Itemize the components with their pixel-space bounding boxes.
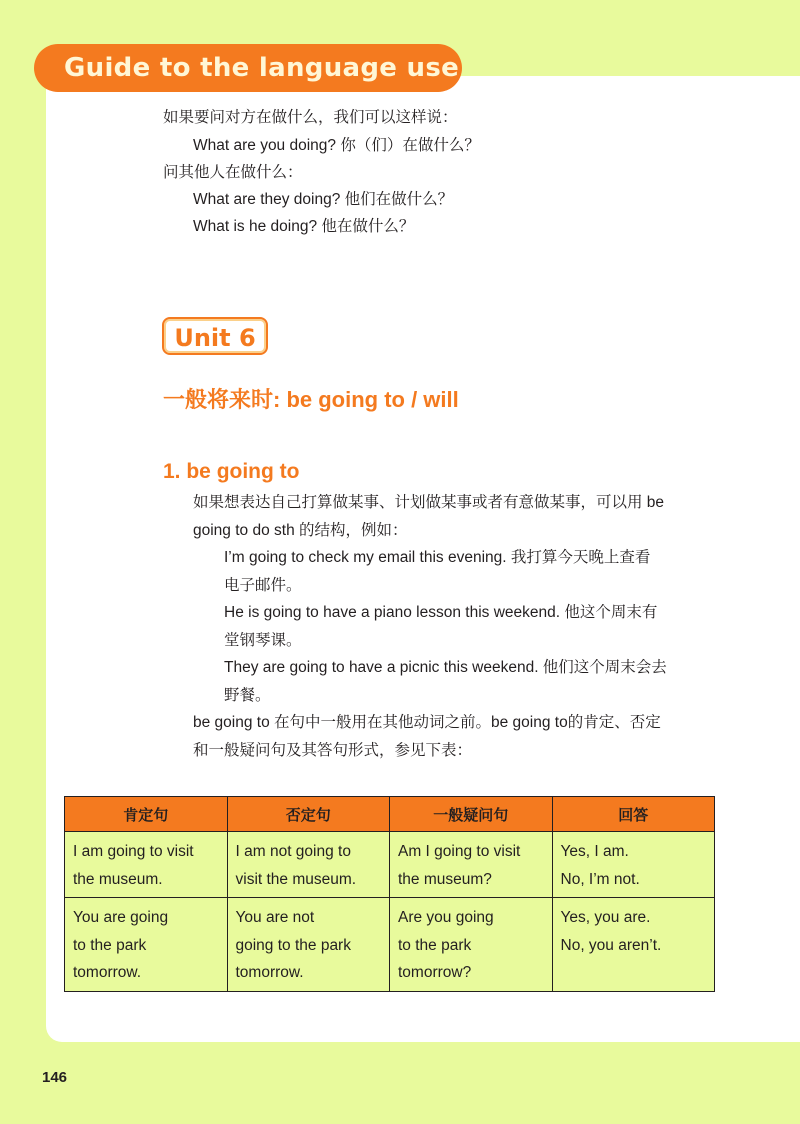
cell-line: the museum. (73, 870, 163, 888)
table-cell (552, 898, 715, 992)
cell-line: Am I going to visit (398, 843, 521, 860)
example-line: They are going to have a picnic this weekend. 他们这个周末会去 (224, 659, 667, 676)
table-row (65, 832, 715, 898)
column-header: 肯定句 (65, 797, 228, 832)
table-cell (65, 832, 228, 898)
section-heading: 1. be going to (163, 460, 300, 483)
cell-line: tomorrow? (398, 964, 472, 981)
cell-line: Yes, you are. (560, 909, 651, 926)
intro-example: What is he doing? 他在做什么？ (193, 218, 415, 235)
cell-line: the museum? (398, 870, 492, 888)
cell-line: Yes, I am. (560, 843, 629, 860)
grammar-table (64, 796, 715, 992)
example-line: 电子邮件。 (224, 577, 302, 594)
cell-line: going to the park (235, 936, 351, 954)
paragraph-line: going to do sth 的结构，例如： (193, 522, 408, 539)
cell-line: You are not (235, 909, 315, 926)
table-cell (390, 898, 553, 992)
example-line: I’m going to check my email this evening. 我打算今天晚上查看 (224, 549, 651, 566)
cell-line: to the park (398, 936, 472, 954)
intro-line: 如果要问对方在做什么，我们可以这样说： (163, 109, 458, 126)
cell-line: I am not going to (235, 843, 351, 860)
topic-title: 一般将来时: be going to / will (163, 387, 459, 412)
cell-line: to the park (73, 936, 147, 954)
example-line: 堂钢琴课。 (224, 632, 302, 649)
cell-line: Are you going (398, 909, 494, 926)
table-header-row (65, 797, 715, 832)
section-banner: Guide to the language use (34, 44, 462, 92)
table-cell (390, 832, 553, 898)
table-cell (227, 832, 390, 898)
cell-line: You are going (73, 909, 169, 926)
intro-line: 问其他人在做什么： (163, 164, 303, 181)
cell-line: No, I’m not. (560, 870, 640, 888)
page-number: 146 (42, 1069, 68, 1086)
intro-example: What are you doing? 你（们）在做什么？ (193, 137, 480, 154)
table-cell (227, 898, 390, 992)
paragraph-line: 和一般疑问句及其答句形式，参见下表： (193, 742, 473, 759)
cell-line: tomorrow. (73, 964, 142, 981)
paragraph-line: be going to 在句中一般用在其他动词之前。be going to的肯定、否定 (193, 714, 661, 731)
table-cell (65, 898, 228, 992)
paragraph-line: 如果想表达自己打算做某事、计划做某事或者有意做某事，可以用 be (193, 494, 665, 511)
unit-label: Unit 6 (162, 317, 268, 355)
column-header: 回答 (552, 797, 715, 832)
example-line: He is going to have a piano lesson this weekend. 他这个周末有 (224, 604, 658, 621)
table-cell (552, 832, 715, 898)
column-header: 一般疑问句 (390, 797, 553, 832)
cell-line: No, you aren’t. (560, 936, 662, 954)
column-header: 否定句 (227, 797, 390, 832)
example-line: 野餐。 (224, 687, 271, 704)
cell-line: I am going to visit (73, 843, 194, 860)
cell-line: visit the museum. (235, 870, 357, 888)
cell-line: tomorrow. (235, 964, 304, 981)
table-row (65, 898, 715, 992)
intro-example: What are they doing? 他们在做什么？ (193, 191, 454, 208)
